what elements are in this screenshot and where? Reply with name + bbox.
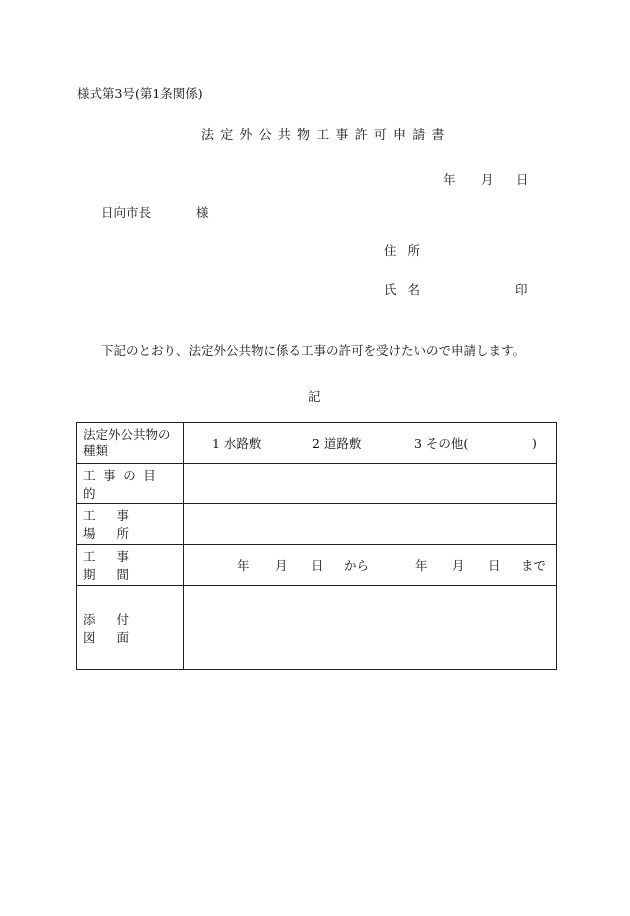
attachments-label: 添付図面 <box>83 611 151 645</box>
addressee-name: 日向市長 <box>101 205 152 220</box>
period-start-day: 日 <box>311 558 324 573</box>
seal-mark: 印 <box>515 282 528 297</box>
period-end-month: 月 <box>452 558 465 573</box>
applicant-name-label: 氏名 <box>384 282 432 297</box>
option-road: 2 道路敷 <box>312 436 362 451</box>
option-waterway: 1 水路敷 <box>212 436 262 451</box>
table-row-purpose <box>77 464 557 504</box>
option-other: 3 その他( <box>414 436 469 451</box>
location-label: 工事場所 <box>83 508 151 541</box>
period-label: 工事期間 <box>83 549 151 582</box>
period-from: から <box>344 558 370 573</box>
purpose-label: 工事の目的 <box>83 467 164 501</box>
application-table <box>76 422 557 670</box>
purpose-label-cell <box>77 464 184 504</box>
table-row-period <box>77 545 557 586</box>
attachments-field[interactable] <box>184 586 557 670</box>
period-end-day: 日 <box>488 558 501 573</box>
location-field[interactable] <box>184 504 557 545</box>
date-year-label: 年 <box>443 172 456 187</box>
date-day-label: 日 <box>516 172 529 187</box>
applicant-address-label: 住所 <box>384 243 432 258</box>
type-label-line1: 法定外公共物の <box>83 427 171 442</box>
type-options-cell[interactable] <box>184 423 557 464</box>
location-label-cell <box>77 504 184 545</box>
attachments-label-cell <box>77 586 184 670</box>
purpose-field[interactable] <box>184 464 557 504</box>
period-start-year: 年 <box>237 558 250 573</box>
date-month-label: 月 <box>481 172 494 187</box>
form-number: 様式第3号(第1条関係) <box>77 86 203 101</box>
table-row-attachments <box>77 586 557 670</box>
type-label-cell <box>77 423 184 464</box>
ki-heading: 記 <box>308 389 321 404</box>
period-field[interactable] <box>184 545 557 586</box>
period-label-cell <box>77 545 184 586</box>
application-statement: 下記のとおり、法定外公共物に係る工事の許可を受けたいので申請します。 <box>101 343 526 358</box>
document-title: 法定外公共物工事許可申請書 <box>201 128 451 143</box>
period-end-year: 年 <box>415 558 428 573</box>
table-row-location <box>77 504 557 545</box>
type-label-line2: 種類 <box>83 443 109 458</box>
period-start-month: 月 <box>275 558 288 573</box>
table-row-type <box>77 423 557 464</box>
addressee-honorific: 様 <box>196 205 209 220</box>
period-until: まで <box>521 558 547 573</box>
option-other-close: ) <box>532 435 537 451</box>
